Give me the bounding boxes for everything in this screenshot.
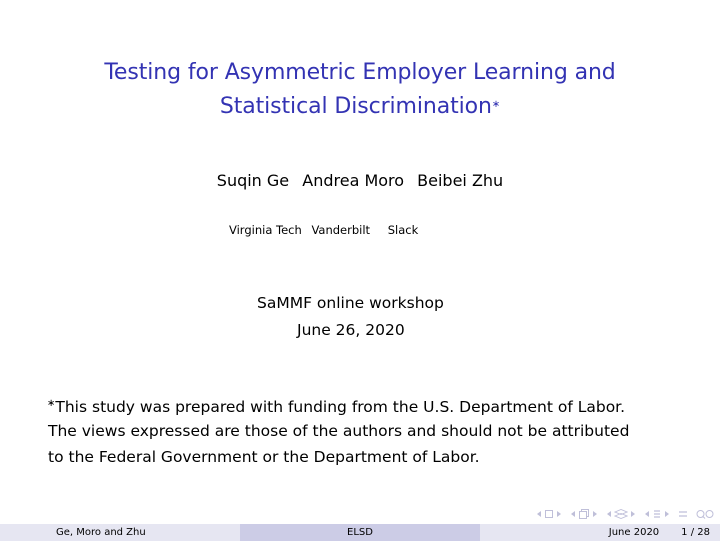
- funding-footnote-line-1: [47, 396, 625, 419]
- author-name: Beibei Zhu: [417, 171, 504, 190]
- beamer-navigation-bar: [536, 506, 714, 522]
- footer-date: June 2020: [608, 527, 660, 538]
- subsection-navigation: [570, 508, 598, 520]
- section-icon[interactable]: [614, 509, 628, 519]
- slide-navigation: [644, 509, 670, 519]
- title-text-2: Statistical Discrimination: [219, 94, 492, 119]
- subsection-icon[interactable]: [578, 508, 590, 520]
- event-name: SaMMF online workshop: [257, 294, 444, 312]
- institution-name: Vanderbilt: [311, 223, 371, 237]
- footer-authors: Ge, Moro and Zhu: [56, 527, 146, 538]
- footnote-text-1: This study was prepared with funding from the U.S. Department of Labor.: [55, 398, 626, 416]
- next-subsection-icon[interactable]: [592, 510, 598, 518]
- footer-date-panel: [480, 524, 720, 541]
- next-frame-icon[interactable]: [556, 510, 562, 518]
- prev-subsection-icon[interactable]: [570, 510, 576, 518]
- frame-icon[interactable]: [544, 509, 554, 519]
- next-slide-icon[interactable]: [664, 510, 670, 518]
- title-footnote-marker: ∗: [491, 99, 501, 110]
- align-icon[interactable]: [678, 509, 688, 519]
- slide-title-line-2: [0, 92, 720, 122]
- prev-frame-icon[interactable]: [536, 510, 542, 518]
- frame-navigation: [536, 509, 562, 519]
- author-name: Andrea Moro: [302, 171, 405, 190]
- author-name: Suqin Ge: [216, 171, 290, 190]
- search-icon[interactable]: [696, 509, 714, 519]
- footer-page-number: 1 / 28: [681, 527, 710, 538]
- next-section-icon[interactable]: [630, 510, 636, 518]
- slide-footer: [0, 524, 720, 541]
- institution-list: [229, 222, 418, 238]
- institution-name: Virginia Tech: [229, 223, 302, 237]
- funding-footnote-line-2: The views expressed are those of the authors and should not be attributed: [48, 422, 630, 440]
- slide-icon[interactable]: [652, 509, 662, 519]
- event-date: June 26, 2020: [297, 321, 405, 339]
- institution-name: Slack: [387, 223, 419, 237]
- slide-title-line-1: [0, 58, 720, 88]
- author-list: [0, 171, 720, 191]
- footer-short-title: ELSD: [347, 527, 373, 538]
- title-text-1: Testing for Asymmetric Employer Learning and: [104, 60, 616, 85]
- footer-title-panel: [240, 524, 480, 541]
- prev-section-icon[interactable]: [606, 510, 612, 518]
- funding-footnote-line-3: to the Federal Government or the Department of Labor.: [48, 448, 480, 466]
- footer-authors-panel: [0, 524, 240, 541]
- prev-slide-icon[interactable]: [644, 510, 650, 518]
- section-navigation: [606, 509, 636, 519]
- footnote-marker: ∗: [47, 398, 56, 409]
